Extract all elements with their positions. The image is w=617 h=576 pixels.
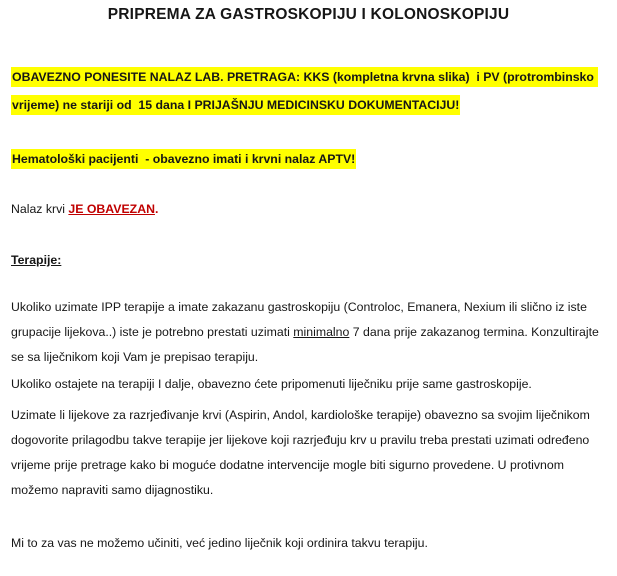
ipp-therapy-paragraph bbox=[11, 295, 606, 370]
blood-test-note bbox=[11, 197, 606, 222]
ipp-text-part2: 7 dana prije zakazanog termina. Konzultirajte se sa liječnikom koji Vam je prepisao terapiju. bbox=[11, 325, 603, 364]
closing-paragraph bbox=[11, 531, 606, 556]
hematology-warning-text: Hematološki pacijenti - obavezno imati i krvni nalaz APTV! bbox=[11, 149, 356, 169]
lab-warning-text: OBAVEZNO PONESITE NALAZ LAB. PRETRAGA: KKS (kompletna krvna slika) i PV (protrombinsko vrijeme) ne stariji od 15 dana I PRIJAŠNJU MEDICINSKU DOKUMENTACIJU! bbox=[11, 67, 598, 115]
ipp-text-part1: Ukoliko uzimate IPP terapije a imate zakazanu gastroskopiju (Controloc, Emanera, Nexium ili slično iz iste grupacije lijekova..) iste je potrebno prestati uzimati bbox=[11, 300, 591, 339]
blood-thinners-paragraph bbox=[11, 403, 606, 503]
blood-thinners-text: Uzimate li lijekove za razrjeđivanje krvi (Aspirin, Andol, kardiološke terapije) obavezno sa svojim liječnikom dogovorite prilagodbu takve terapije jer lijekove koji razrjeđuju krv u pravilu treba prestati uzimati određeno vrijeme prije pretrage kako bi moguće dodatne intervencije mogle biti sigurno provedene. U protivnom možemo napraviti samo dijagnostiku. bbox=[11, 408, 594, 497]
continue-therapy-paragraph bbox=[11, 372, 606, 397]
blood-note-emphasis: JE OBAVEZAN bbox=[68, 202, 155, 216]
blood-note-period: . bbox=[154, 202, 159, 216]
blood-note-prefix: Nalaz krvi bbox=[11, 202, 69, 216]
hematology-warning-paragraph bbox=[11, 145, 606, 173]
document-title: PRIPREMA ZA GASTROSKOPIJU I KOLONOSKOPIJU bbox=[107, 6, 510, 23]
therapies-heading: Terapije: bbox=[11, 253, 62, 267]
ipp-text-underlined: minimalno bbox=[293, 325, 350, 339]
lab-warning-paragraph bbox=[11, 63, 606, 119]
closing-text: Mi to za vas ne možemo učiniti, već jedino liječnik koji ordinira takvu terapiju. bbox=[11, 536, 428, 550]
continue-therapy-text: Ukoliko ostajete na terapiji I dalje, obavezno ćete pripomenuti liječniku prije same gastroskopije. bbox=[11, 377, 532, 391]
